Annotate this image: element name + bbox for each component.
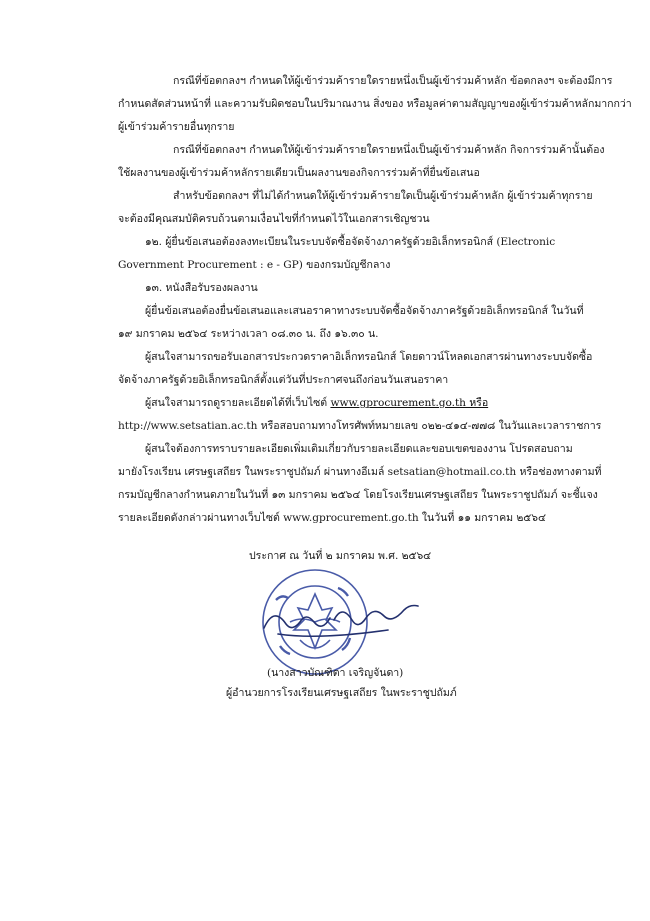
paragraph-line: กรณีที่ข้อตกลงฯ กำหนดให้ผู้เข้าร่วมค้ารายใดรายหนึ่งเป็นผู้เข้าร่วมค้าหลัก ข้อตกลงฯ จะต้องมีการ	[173, 75, 613, 87]
paragraph-line: กรมบัญชีกลางกำหนดภายในวันที่ ๑๓ มกราคม ๒๕๖๔ โดยโรงเรียนเศรษฐเสถียร ในพระราชูปถัมภ์ จะชี้แจง	[118, 489, 598, 501]
paragraph-line: Government Procurement : e - GP) ของกรมบัญชีกลาง	[118, 259, 391, 271]
signer-title: ผู้อำนวยการโรงเรียนเศรษฐเสถียร ในพระราชูปถัมภ์	[226, 687, 457, 699]
paragraph-line: กรณีที่ข้อตกลงฯ กำหนดให้ผู้เข้าร่วมค้ารายใดรายหนึ่งเป็นผู้เข้าร่วมค้าหลัก กิจการร่วมค้านั้นต้อง	[173, 144, 605, 156]
paragraph-line: ๑๒. ผู้ยื่นข้อเสนอต้องลงทะเบียนในระบบจัดซื้อจัดจ้างภาครัฐด้วยอิเล็กทรอนิกส์ (Electronic	[145, 236, 556, 248]
paragraph-line: มายังโรงเรียน เศรษฐเสถียร ในพระราชูปถัมภ์ ผ่านทางอีเมล์ setsatian@hotmail.co.th หรือช่องทางตามที่	[118, 466, 602, 478]
paragraph-line: http://www.setsatian.ac.th หรือสอบถามทางโทรศัพท์หมายเลข ๐๒๒-๔๑๔-๗๗๘ ในวันและเวลาราชการ	[118, 420, 602, 432]
paragraph-line: ๑๓. หนังสือรับรองผลงาน	[145, 282, 258, 294]
paragraph-line: รายละเอียดดังกล่าวผ่านทางเว็บไซต์ www.gprocurement.go.th ในวันที่ ๑๑ มกราคม ๒๕๖๔	[118, 512, 546, 524]
paragraph-line: สำหรับข้อตกลงฯ ที่ไม่ได้กำหนดให้ผู้เข้าร่วมค้ารายใดเป็นผู้เข้าร่วมค้าหลัก ผู้เข้าร่วมค้าทุกราย	[173, 190, 593, 202]
paragraph-line: จะต้องมีคุณสมบัติครบถ้วนตามเงื่อนไขที่กำหนดไว้ในเอกสารเชิญชวน	[118, 213, 430, 225]
website-line	[145, 396, 488, 410]
paragraph-line: ผู้เข้าร่วมค้ารายอื่นทุกราย	[118, 121, 235, 133]
paragraph-line: ผู้ยื่นข้อเสนอต้องยื่นข้อเสนอและเสนอราคาทางระบบจัดซื้อจัดจ้างภาครัฐด้วยอิเล็กทรอนิกส์ ในวันที่	[145, 305, 584, 317]
paragraph-line: ใช้ผลงานของผู้เข้าร่วมค้าหลักรายเดียวเป็นผลงานของกิจการร่วมค้าที่ยื่นข้อเสนอ	[118, 167, 480, 179]
signature	[258, 592, 428, 652]
paragraph-line: จัดจ้างภาครัฐด้วยอิเล็กทรอนิกส์ตั้งแต่วันที่ประกาศจนถึงก่อนวันเสนอราคา	[118, 374, 449, 386]
signer-name: (นางสาวบัณฑิตา เจริญจันดา)	[267, 667, 404, 679]
paragraph-line: ผู้สนใจต้องการทราบรายละเอียดเพิ่มเติมเกี่ยวกับรายละเอียดและขอบเขตของงาน โปรดสอบถาม	[145, 443, 573, 455]
paragraph-line: ผู้สนใจสามารถดูรายละเอียดได้ที่เว็บไซต์	[145, 397, 328, 409]
paragraph-line: กำหนดสัดส่วนหน้าที่ และความรับผิดชอบในปริมาณงาน สิ่งของ หรือมูลค่าตามสัญญาของผู้เข้าร่วมค้าหลักมากกว่า	[118, 98, 632, 110]
announcement-date: ประกาศ ณ วันที่ ๒ มกราคม พ.ศ. ๒๕๖๔	[249, 550, 432, 562]
gprocurement-link[interactable]: www.gprocurement.go.th หรือ	[330, 397, 489, 409]
paragraph-line: ผู้สนใจสามารถขอรับเอกสารประกวดราคาอิเล็กทรอนิกส์ โดยดาวน์โหลดเอกสารผ่านทางระบบจัดซื้อ	[145, 351, 593, 363]
paragraph-line: ๑๙ มกราคม ๒๕๖๔ ระหว่างเวลา ๐๘.๓๐ น. ถึง ๑๖.๓๐ น.	[118, 328, 379, 340]
